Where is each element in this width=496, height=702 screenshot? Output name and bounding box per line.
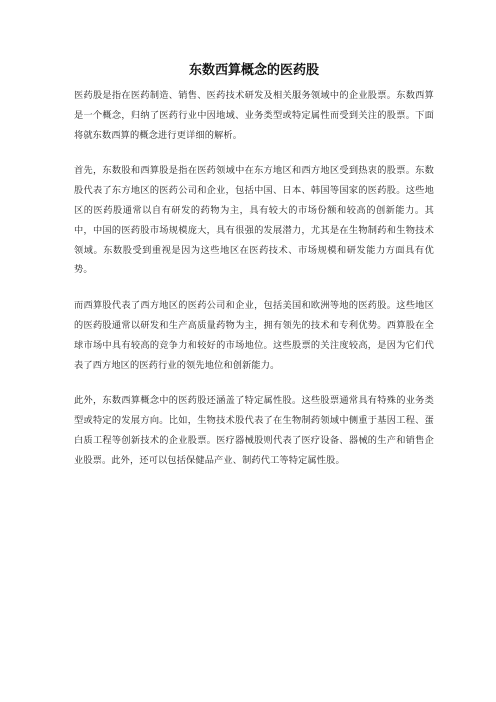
- paragraph-intro: 医药股是指在医药制造、销售、医药技术研发及相关服务领域中的企业股票。东数西算是一个概念，归纳了医药行业中因地域、业务类型或特定属性而受到关注的股票。下面将就东数西算的概念进行更详细的解析。: [74, 90, 434, 141]
- paragraph-gap: [74, 280, 434, 296]
- paragraph-special-stocks: 此外，东数西算概念中的医药股还涵盖了特定属性股。这些股票通常具有特殊的业务类型或特定的发展方向。比如，生物技术股代表了在生物制药领域中侧重于基因工程、蛋白质工程等创新技术的企业股票。医疗器械股则代表了医疗设备、器械的生产和销售企业股票。此外，还可以包括保健品产业、制药代工等特定属性股。: [74, 395, 434, 466]
- document-title: 东数西算概念的医药股: [188, 63, 319, 78]
- paragraph-west-stocks: 而西算股代表了西方地区的医药公司和企业，包括美国和欧洲等地的医药股。这些地区的医药股通常以研发和生产高质量药物为主，拥有领先的技术和专利优势。西算股在全球市场中具有较高的竞争力和较好的市场地位。这些股票的关注度较高，是因为它们代表了西方地区的医药行业的领先地位和创新能力。: [74, 300, 434, 371]
- paragraph-gap: [74, 375, 434, 391]
- paragraph-gap: [74, 145, 434, 161]
- paragraph-east-stocks: 首先，东数股和西算股是指在医药领域中在东方地区和西方地区受到热衷的股票。东数股代表了东方地区的医药公司和企业，包括中国、日本、韩国等国家的医药股。这些地区的医药股通常以自有研发的药物为主，具有较大的市场份额和较高的创新能力。其中，中国的医药股市场规模庞大，具有很强的发展潜力，尤其是在生物制药和生物技术领域。东数股受到重视是因为这些地区在医药技术、市场规模和研发能力方面具有优势。: [74, 165, 434, 276]
